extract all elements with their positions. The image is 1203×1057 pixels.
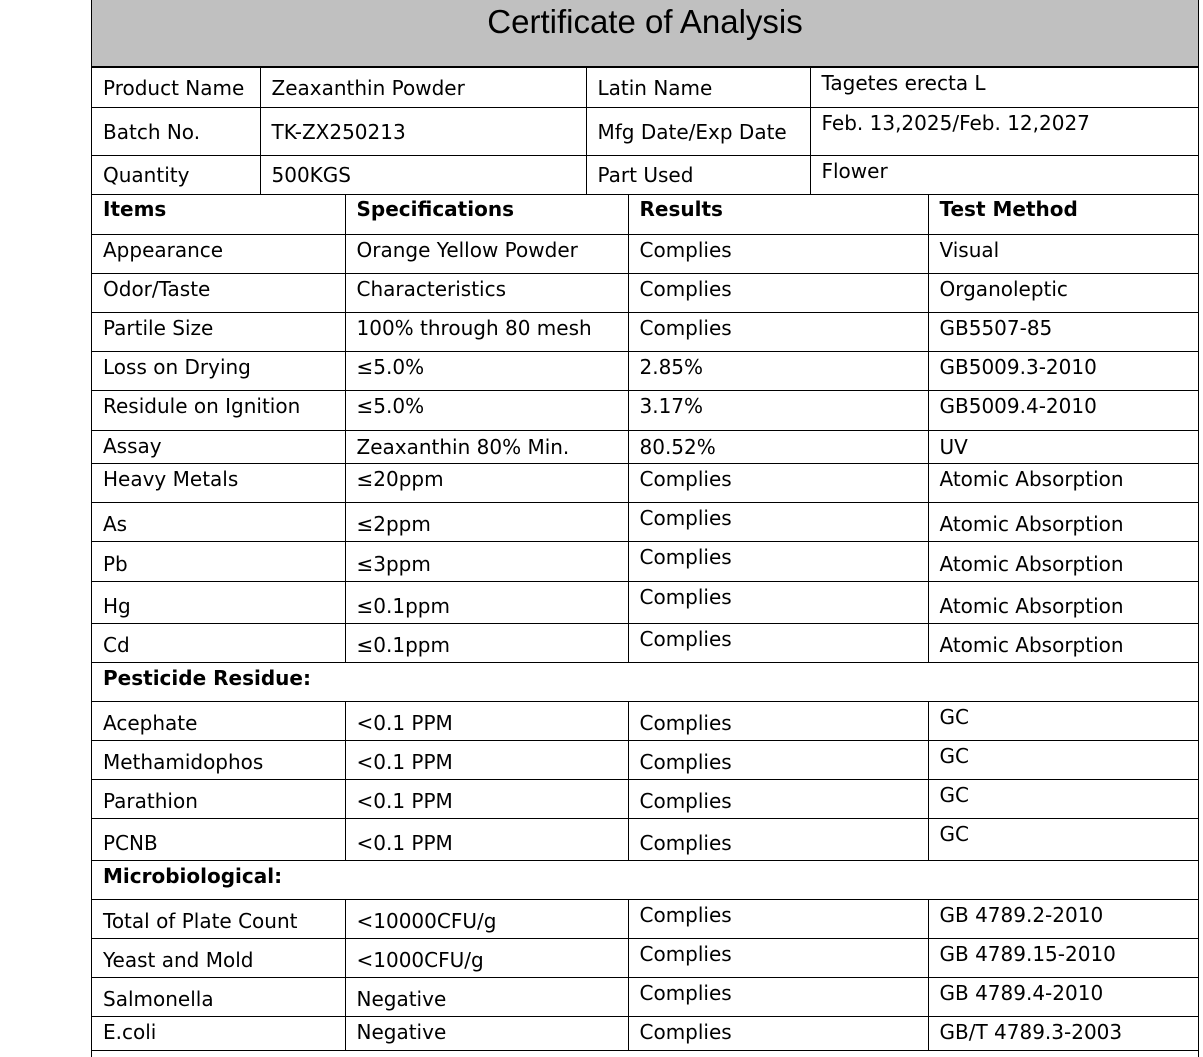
method-cell: GB/T 4789.3-2003 xyxy=(928,1016,1198,1050)
method-cell: GB5009.4-2010 xyxy=(928,390,1198,430)
item-cell: Odor/Taste xyxy=(92,273,345,312)
spec-cell: ≤0.1ppm xyxy=(345,581,628,623)
spec-cell: ≤2ppm xyxy=(345,502,628,541)
item-cell: E.coli xyxy=(92,1016,345,1050)
method-cell: GB 4789.2-2010 xyxy=(928,899,1198,938)
table-row xyxy=(92,779,1198,818)
item-cell: Residule on Ignition xyxy=(92,390,345,430)
item-cell: Parathion xyxy=(92,779,345,818)
result-cell: Complies xyxy=(628,234,928,273)
spec-cell: Zeaxanthin 80% Min. xyxy=(345,430,628,463)
result-cell: Complies xyxy=(628,899,928,938)
mfg-exp-value: Feb. 13,2025/Feb. 12,2027 xyxy=(810,108,1198,156)
spec-cell: ≤0.1ppm xyxy=(345,623,628,662)
method-cell: UV xyxy=(928,430,1198,463)
table-row xyxy=(92,623,1198,662)
result-cell: Complies xyxy=(628,938,928,977)
item-cell: PCNB xyxy=(92,818,345,860)
spec-cell: <0.1 PPM xyxy=(345,818,628,860)
result-cell: Complies xyxy=(628,818,928,860)
table-row xyxy=(92,581,1198,623)
header-test-method: Test Method xyxy=(928,194,1198,234)
title-bar xyxy=(92,0,1198,67)
quantity-row xyxy=(92,156,1198,195)
result-cell: Complies xyxy=(628,463,928,502)
item-cell: Heavy Metals xyxy=(92,463,345,502)
batch-no-label: Batch No. xyxy=(92,108,260,156)
product-name-value: Zeaxanthin Powder xyxy=(260,68,586,108)
header-results: Results xyxy=(628,194,928,234)
header-specifications: Specifications xyxy=(345,194,628,234)
item-cell: Total of Plate Count xyxy=(92,899,345,938)
table-row xyxy=(92,273,1198,312)
table-row xyxy=(92,938,1198,977)
item-cell: Pb xyxy=(92,541,345,581)
certificate-document xyxy=(91,0,1199,1057)
batch-row xyxy=(92,108,1198,156)
table-row xyxy=(92,740,1198,779)
part-used-value: Flower xyxy=(810,156,1198,195)
table-row xyxy=(92,430,1198,463)
item-cell: Salmonella xyxy=(92,977,345,1016)
result-cell: 2.85% xyxy=(628,351,928,390)
spec-cell: 100% through 80 mesh xyxy=(345,312,628,351)
spec-cell: Negative xyxy=(345,1016,628,1050)
method-cell: GC xyxy=(928,818,1198,860)
spec-cell: ≤5.0% xyxy=(345,390,628,430)
method-cell: Atomic Absorption xyxy=(928,623,1198,662)
table-row xyxy=(92,234,1198,273)
method-cell: GB5507-85 xyxy=(928,312,1198,351)
table-row xyxy=(92,502,1198,541)
result-cell: 80.52% xyxy=(628,430,928,463)
header-items: Items xyxy=(92,194,345,234)
table-row xyxy=(92,977,1198,1016)
table-header-row xyxy=(92,194,1198,234)
item-cell: Cd xyxy=(92,623,345,662)
spec-cell: <0.1 PPM xyxy=(345,779,628,818)
spec-cell: <0.1 PPM xyxy=(345,701,628,740)
part-used-label: Part Used xyxy=(586,156,810,195)
item-cell: Assay xyxy=(92,430,345,463)
page-title: Certificate of Analysis xyxy=(487,3,803,40)
result-cell: Complies xyxy=(628,1016,928,1050)
item-cell: Hg xyxy=(92,581,345,623)
result-cell: Complies xyxy=(628,312,928,351)
test-results-table xyxy=(92,194,1198,1051)
method-cell: Atomic Absorption xyxy=(928,541,1198,581)
method-cell: Atomic Absorption xyxy=(928,463,1198,502)
result-cell: Complies xyxy=(628,502,928,541)
item-cell: Loss on Drying xyxy=(92,351,345,390)
method-cell: GB 4789.15-2010 xyxy=(928,938,1198,977)
pesticide-section-row xyxy=(92,662,1198,701)
spec-cell: ≤5.0% xyxy=(345,351,628,390)
item-cell: As xyxy=(92,502,345,541)
result-cell: Complies xyxy=(628,977,928,1016)
micro-heading: Microbiological: xyxy=(92,860,1198,899)
result-cell: Complies xyxy=(628,273,928,312)
table-row xyxy=(92,1016,1198,1050)
method-cell: Atomic Absorption xyxy=(928,502,1198,541)
method-cell: GC xyxy=(928,740,1198,779)
result-cell: 3.17% xyxy=(628,390,928,430)
spec-cell: <0.1 PPM xyxy=(345,740,628,779)
latin-name-label: Latin Name xyxy=(586,68,810,108)
quantity-label: Quantity xyxy=(92,156,260,195)
item-cell: Acephate xyxy=(92,701,345,740)
result-cell: Complies xyxy=(628,623,928,662)
spec-cell: Characteristics xyxy=(345,273,628,312)
product-name-row xyxy=(92,68,1198,108)
method-cell: Atomic Absorption xyxy=(928,581,1198,623)
method-cell: GC xyxy=(928,779,1198,818)
item-cell: Appearance xyxy=(92,234,345,273)
spec-cell: <10000CFU/g xyxy=(345,899,628,938)
table-row xyxy=(92,541,1198,581)
spec-cell: <1000CFU/g xyxy=(345,938,628,977)
table-row xyxy=(92,463,1198,502)
result-cell: Complies xyxy=(628,740,928,779)
method-cell: Visual xyxy=(928,234,1198,273)
quantity-value: 500KGS xyxy=(260,156,586,195)
spec-cell: ≤20ppm xyxy=(345,463,628,502)
table-row xyxy=(92,701,1198,740)
method-cell: GB 4789.4-2010 xyxy=(928,977,1198,1016)
product-info-table xyxy=(92,67,1198,195)
method-cell: GC xyxy=(928,701,1198,740)
table-row xyxy=(92,312,1198,351)
item-cell: Yeast and Mold xyxy=(92,938,345,977)
pesticide-heading: Pesticide Residue: xyxy=(92,662,1198,701)
item-cell: Partile Size xyxy=(92,312,345,351)
item-cell: Methamidophos xyxy=(92,740,345,779)
method-cell: GB5009.3-2010 xyxy=(928,351,1198,390)
table-row xyxy=(92,351,1198,390)
table-row xyxy=(92,818,1198,860)
micro-section-row xyxy=(92,860,1198,899)
result-cell: Complies xyxy=(628,779,928,818)
product-name-label: Product Name xyxy=(92,68,260,108)
result-cell: Complies xyxy=(628,581,928,623)
latin-name-value: Tagetes erecta L xyxy=(810,68,1198,108)
spec-cell: ≤3ppm xyxy=(345,541,628,581)
table-row xyxy=(92,390,1198,430)
method-cell: Organoleptic xyxy=(928,273,1198,312)
result-cell: Complies xyxy=(628,541,928,581)
table-row xyxy=(92,899,1198,938)
result-cell: Complies xyxy=(628,701,928,740)
mfg-exp-label: Mfg Date/Exp Date xyxy=(586,108,810,156)
spec-cell: Negative xyxy=(345,977,628,1016)
batch-no-value: TK-ZX250213 xyxy=(260,108,586,156)
spec-cell: Orange Yellow Powder xyxy=(345,234,628,273)
